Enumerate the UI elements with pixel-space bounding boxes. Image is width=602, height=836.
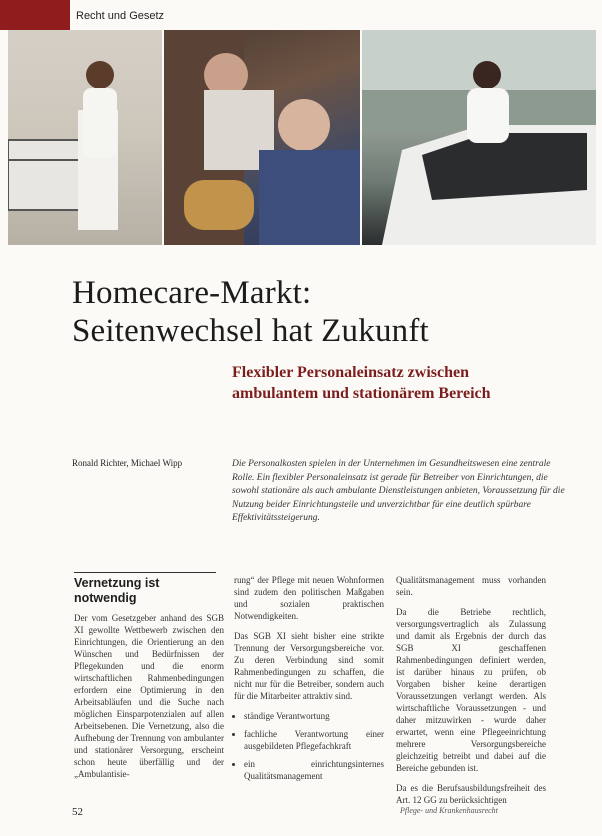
list-item: • fachliche Verantwortung einer ausgebildeten Pflegefachkraft <box>244 728 384 752</box>
list-item: • ein einrichtungsinternes Qualitätsmanagement <box>244 758 384 782</box>
article-title <box>72 274 429 350</box>
article-subtitle-line-1: Flexibler Personaleinsatz zwischen <box>232 364 469 381</box>
article-subtitle-line-2: ambulantem und stationärem Bereich <box>232 385 491 402</box>
article-title-line-1: Homecare-Markt: <box>72 275 312 311</box>
body-col3-paragraph-2: Da die Betriebe rechtlich, versorgungsvertraglich als Zulassung und damit als Ergebnis der durch das SGB XI geschaffenen Rahmenbedingungen definiert werden, ist darüber hinaus zu prüfen, ob Vorgaben bisher keine derartigen Voraussetzungen verlangt werden. Als wirtschaftliche Voraussetzungen - und daher mitzuwirken - wurde daher erwartet, wenn eine Pflegeeinrichtung mehrere Versorgungsbereiche gleichzeitig betreibt und dabei auf die Bereiche gebunden ist. <box>396 607 546 773</box>
section-subhead: Vernetzung ist notwendig <box>74 576 160 605</box>
section-color-block <box>0 0 70 30</box>
body-col2-paragraph-1: rung“ der Pflege mit neuen Wohnformen sind zudem den politischen Maßgaben und sozialen praktischen Notwendigkeiten. <box>234 575 384 621</box>
list-item: • ständige Verantwortung <box>244 710 384 722</box>
photo-elderly-patient <box>164 30 360 245</box>
body-col3-paragraph-1: Qualitätsmanagement muss vorhanden sein. <box>396 575 546 597</box>
photo-elderly-patient-illustration <box>164 30 360 245</box>
body-col2-paragraph-2: Das SGB XI sieht bisher eine strikte Trennung der Versorgungsbereiche vor. Zu deren Verbindung sind somit Rahmenbedingungen zu schaffen, die nicht nur für die Betreiber, sondern auch für die Mitarbeiter attraktiv sind. <box>234 631 384 701</box>
subhead-rule <box>74 572 216 573</box>
body-col3-paragraph-3: Da es die Berufsausbildungsfreiheit des Art. 12 GG zu berücksichtigen <box>396 783 546 805</box>
page-number: 52 <box>72 806 83 818</box>
photo-care-worker-illustration <box>8 30 162 245</box>
photo-care-worker <box>8 30 162 245</box>
article-lead: Die Personalkosten spielen in der Unternehmen im Gesundheitswesen eine zentrale Rolle. Ein flexibler Personaleinsatz ist gerade für Betreiber von Einrichtungen, die sowohl stationäre als auch ambulante Dienstleistungen anbieten, Voraussetzung für die Nutzung beider Einrichtungsteile und unverzichtbar für eine deutlich spürbare Effektivitätssteigerung. <box>232 459 565 523</box>
article-authors: Ronald Richter, Michael Wipp <box>72 458 183 468</box>
body-column-3 <box>396 574 546 814</box>
body-column-2 <box>234 574 384 788</box>
article-subtitle <box>232 362 491 404</box>
section-label: Recht und Gesetz <box>76 10 165 22</box>
photo-nurse-car <box>362 30 596 245</box>
body-col2-list <box>234 710 384 782</box>
body-col1-paragraph: Der vom Gesetzgeber anhand des SGB XI gewollte Wettbewerb zwischen den Einrichtungen, die Orientierung an den Wünschen und Bedürfnissen der Pflegekunden und die enorm wirtschaftlichen Rahmenbedingungen erfordern eine Optimierung in den Arbeitsabläufen und die Suche nach möglichen Einsparpotenzialen auf allen Arbeitsebenen. Die Vernetzung, also die Aufhebung der Trennung von ambulanter und stationärer Versorgung, erscheint schon heute überfällig und der „Ambulantisie- <box>74 613 224 779</box>
body-column-1 <box>74 612 224 788</box>
article-title-line-2: Seitenwechsel hat Zukunft <box>72 313 429 349</box>
page-footer: Pflege- und Krankenhausrecht <box>400 806 498 815</box>
photo-nurse-car-illustration <box>362 30 596 245</box>
